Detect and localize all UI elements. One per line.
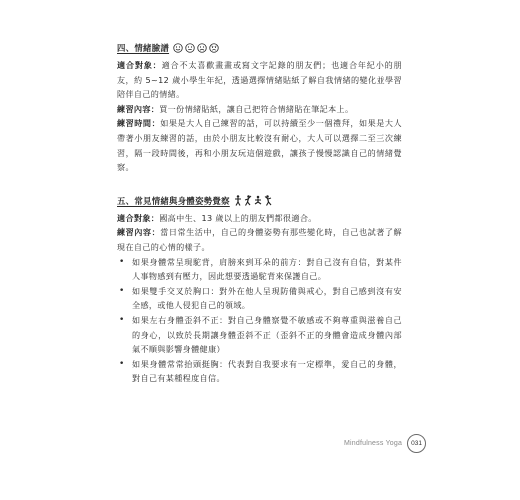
section-4-content (117, 102, 402, 117)
target-text: 國高中生、13 歲以上的朋友們都很適合。 (159, 212, 317, 223)
section-4-target (117, 58, 402, 102)
neutral-face-icon (185, 43, 195, 53)
time-label: 練習時間： (117, 118, 161, 129)
list-item (117, 255, 402, 284)
target-text: 適合不太喜歡畫畫或寫文字記錄的朋友們；也適合年紀小的朋友，約 5~12 歲小學生年紀，透過選擇情緒貼紙了解自我情緒的變化並學習陪伴自己的情緒。 (117, 60, 402, 100)
list-item-text: 如果左右身體歪斜不正：對自己身體察覺不敏感或不夠尊重與滋養自己的身心，以致於長期讓身體歪斜不正（歪斜不正的身體會造成身體內部氣不順與影響身體健康） (132, 314, 402, 355)
posture-figures (234, 195, 272, 206)
section-4-title: 四、情緒臉譜 (117, 43, 170, 53)
angry-face-icon (209, 43, 219, 53)
section-4-heading (117, 40, 402, 56)
dancing-figure-icon (264, 195, 272, 206)
content-text: 當日常生活中，自己的身體姿勢有那些變化時，自己也試著了解現在自己的心情的樣子。 (117, 227, 402, 252)
sitting-figure-icon (254, 195, 262, 206)
section-4-time (117, 116, 402, 174)
section-5-heading (117, 193, 402, 209)
page-content (117, 40, 402, 386)
section-5-title: 五、常見情緒與身體姿勢覺察 (117, 195, 230, 206)
bullet-icon: • (119, 285, 125, 296)
list-item-text: 如果身體常常抬頭挺胸：代表對自我要求有一定標準，愛自己的身體，對自己有某種程度自信。 (132, 358, 402, 384)
content-label: 練習內容： (117, 103, 160, 114)
time-text: 如果是大人自己練習的話，可以持續至少一個禮拜，如果是大人帶著小朋友練習的話，由於小朋友比較沒有耐心，大人可以選擇二至三次練習，隔一段時間後，再和小朋友玩這個遊戲，讓孩子慢慢認識自己的情緒覺察。 (117, 118, 402, 173)
smiley-face-icon (173, 43, 183, 53)
target-label: 適合對象： (117, 212, 160, 223)
content-label: 練習內容： (117, 227, 161, 238)
bullet-icon: • (119, 314, 125, 325)
posture-list (117, 255, 402, 386)
sad-face-icon (197, 43, 207, 53)
content-text: 買一份情緒貼紙，讓自己把符合情緒貼在筆記本上。 (159, 103, 354, 114)
bullet-icon: • (119, 358, 125, 369)
page-number: 031 (407, 434, 426, 453)
list-item (117, 284, 402, 313)
emotion-faces (173, 43, 219, 53)
book-title: Mindfulness Yoga (344, 440, 403, 447)
section-5-content (117, 225, 402, 254)
section-5-target (117, 211, 402, 226)
list-item-text: 如果雙手交叉於胸口：對外在他人呈現防備與戒心，對自己感到沒有安全感，或他人侵犯自己的領域。 (132, 285, 402, 311)
list-item-text: 如果身體常呈現駝背，肩膀來到耳朵的前方：對自己沒有自信，對某件人事物感到有壓力，因此想要透過駝背來保護自己。 (132, 256, 402, 282)
stretching-figure-icon (244, 195, 252, 206)
bullet-icon: • (119, 256, 125, 267)
target-label: 適合對象： (117, 60, 162, 70)
page-footer (344, 434, 426, 453)
standing-figure-icon (234, 195, 242, 206)
list-item (117, 357, 402, 386)
list-item (117, 313, 402, 357)
